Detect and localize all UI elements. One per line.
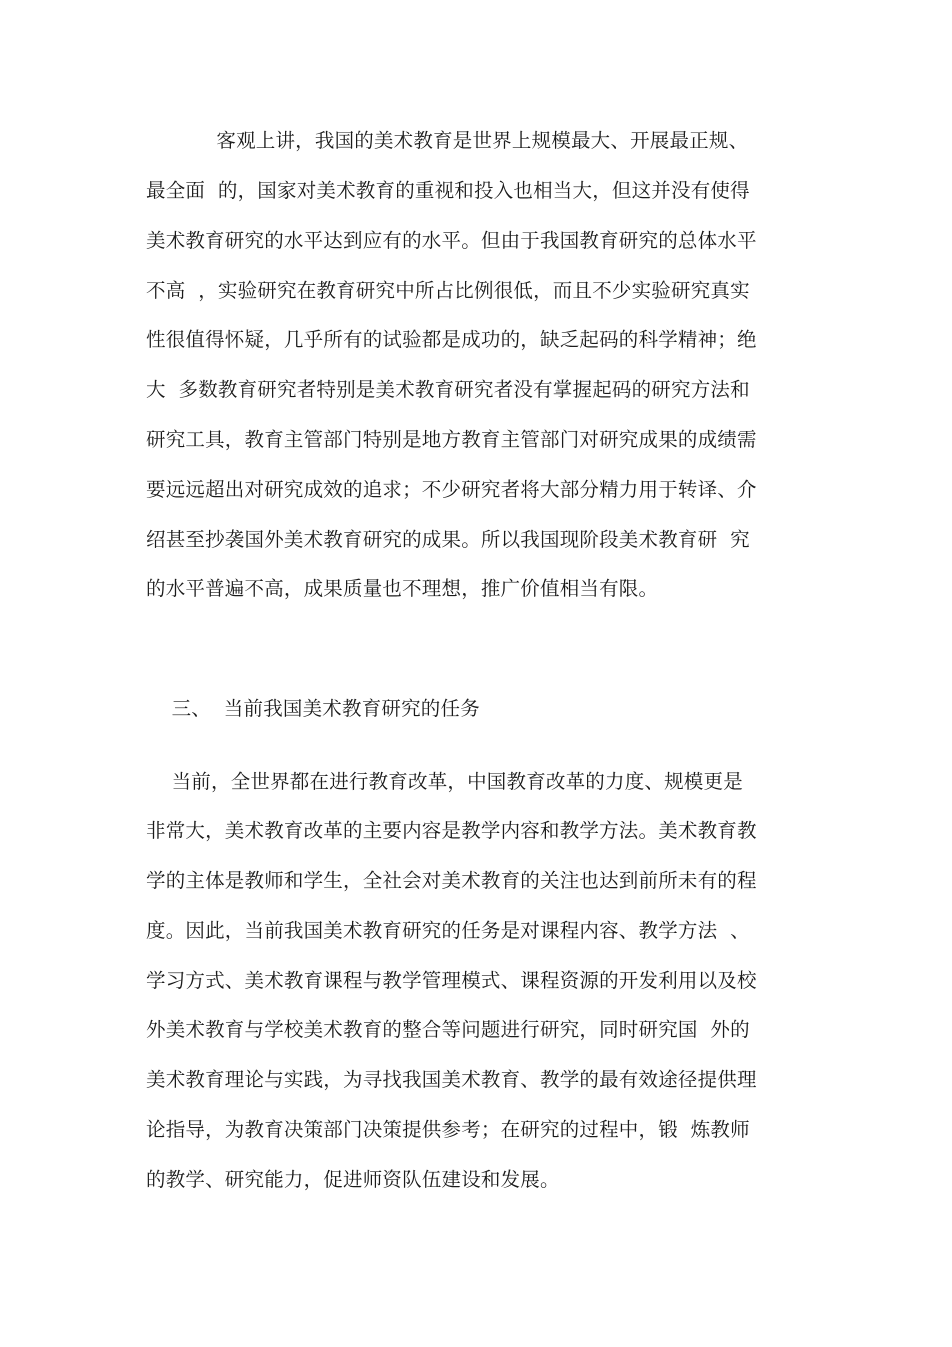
paragraph-line: 最全面 的，国家对美术教育的重视和投入也相当大，但这并没有使得	[146, 179, 750, 202]
paragraph-line: 客观上讲，我国的美术教育是世界上规模最大、开展最正规、	[146, 129, 749, 152]
paragraph-line: 不高 ，实验研究在教育研究中所占比例很低，而且不少实验研究真实	[146, 279, 750, 302]
paragraph-line: 当前，全世界都在进行教育改革，中国教育改革的力度、规模更是	[146, 770, 743, 793]
paragraph-line: 性很值得怀疑，几乎所有的试验都是成功的，缺乏起码的科学精神；绝	[146, 328, 757, 351]
paragraph-line: 要远远超出对研究成效的追求；不少研究者将大部分精力用于转译、介	[146, 478, 757, 501]
paragraph-line: 学习方式、美术教育课程与教学管理模式、课程资源的开发利用以及校	[146, 969, 757, 992]
paragraph-line: 的水平普遍不高，成果质量也不理想，推广价值相当有限。	[146, 577, 659, 600]
paragraph-line: 学的主体是教师和学生，全社会对美术教育的关注也达到前所未有的程	[146, 869, 757, 892]
paragraph-line: 的教学、研究能力，促进师资队伍建设和发展。	[146, 1168, 560, 1191]
paragraph-line: 度。因此，当前我国美术教育研究的任务是对课程内容、教学方法 、	[146, 919, 750, 942]
section-heading: 三、 当前我国美术教育研究的任务	[146, 697, 480, 720]
paragraph-line: 研究工具，教育主管部门特别是地方教育主管部门对研究成果的成绩需	[146, 428, 757, 451]
paragraph-line: 美术教育研究的水平达到应有的水平。但由于我国教育研究的总体水平	[146, 229, 757, 252]
paragraph-line: 外美术教育与学校美术教育的整合等问题进行研究，同时研究国 外的	[146, 1018, 750, 1041]
paragraph-line: 绍甚至抄袭国外美术教育研究的成果。所以我国现阶段美术教育研 究	[146, 528, 750, 551]
paragraph-line: 论指导，为教育决策部门决策提供参考；在研究的过程中，锻 炼教师	[146, 1118, 750, 1141]
paragraph-line: 美术教育理论与实践，为寻找我国美术教育、教学的最有效途径提供理	[146, 1068, 757, 1091]
paragraph-line: 非常大，美术教育改革的主要内容是教学内容和教学方法。美术教育教	[146, 819, 757, 842]
paragraph-line: 大 多数教育研究者特别是美术教育研究者没有掌握起码的研究方法和	[146, 378, 750, 401]
